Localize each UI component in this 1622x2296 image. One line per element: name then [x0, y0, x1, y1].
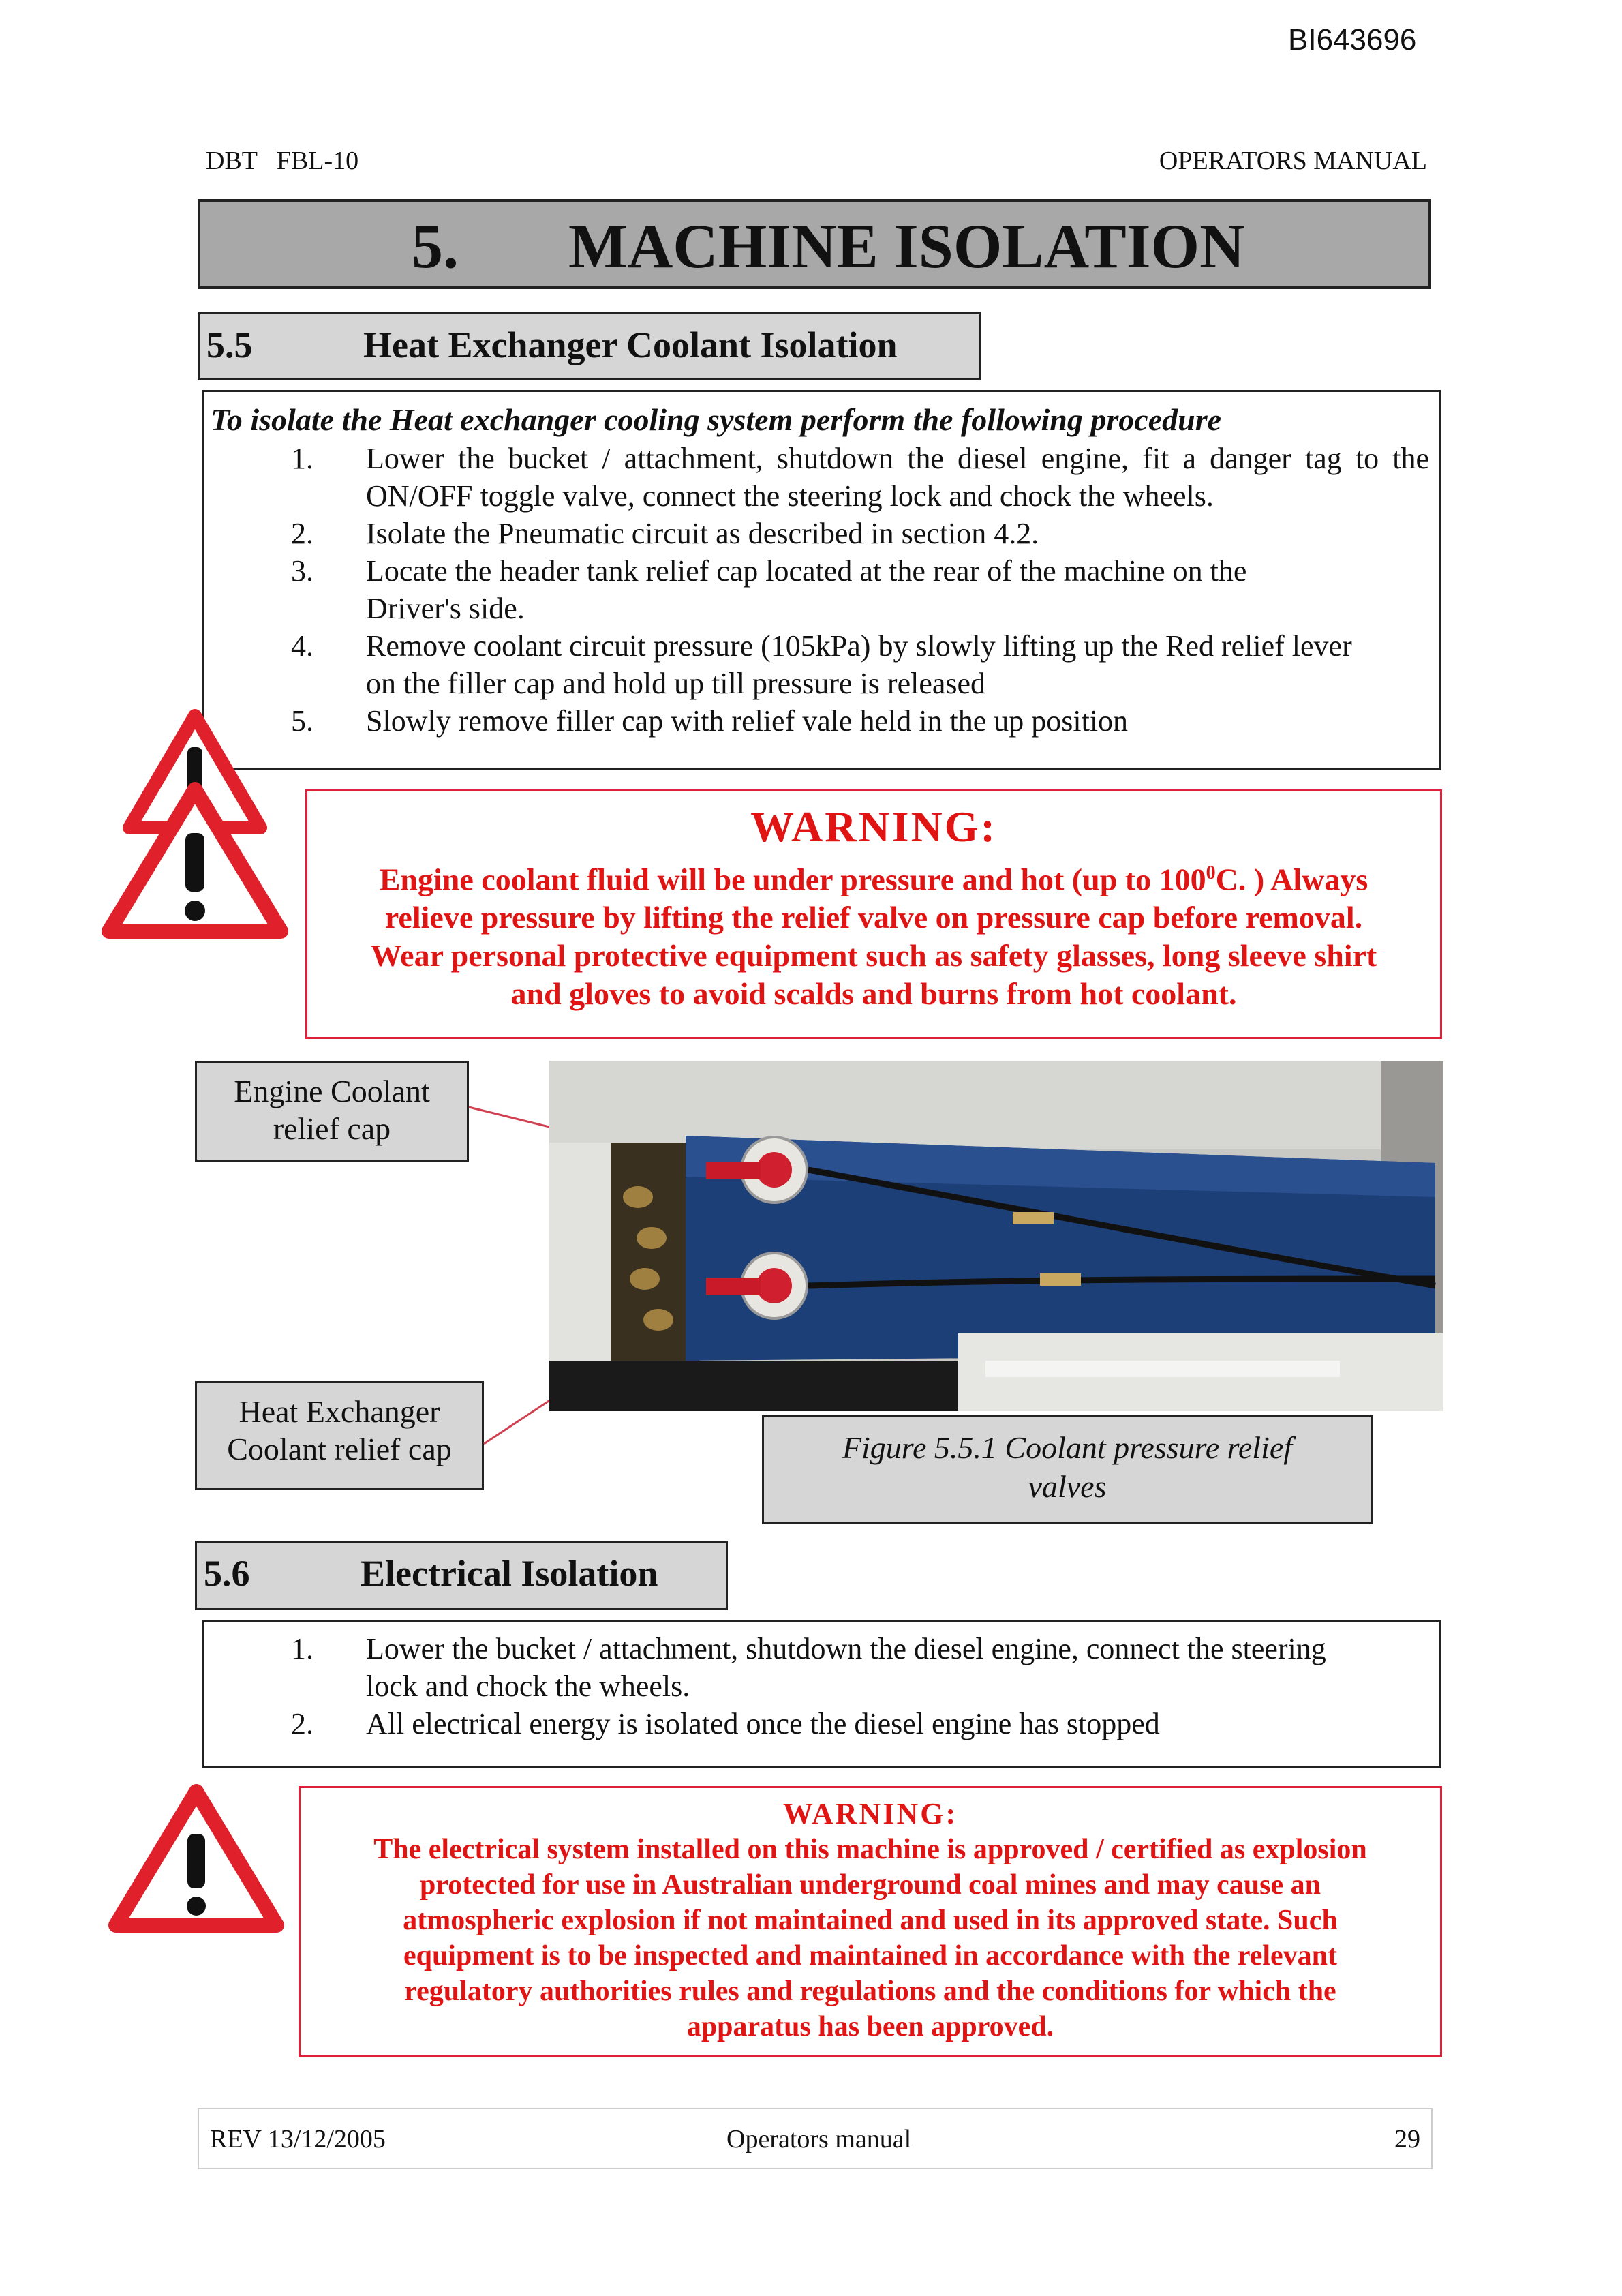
section-title: Electrical Isolation [361, 1553, 658, 1594]
step-text: Remove coolant circuit pressure (105kPa) by slowly lifting up the Red relief lever on the filler cap and hold up till pressure is released [366, 629, 1352, 700]
callout-line: Engine Coolant [234, 1074, 430, 1108]
step-number: 1. [291, 1632, 313, 1665]
step-number: 5. [291, 704, 313, 738]
warning-triangle-icon [106, 1781, 286, 1936]
step-text: All electrical energy is isolated once the diesel engine has stopped [366, 1707, 1160, 1740]
step-number: 3. [291, 554, 313, 588]
step-number: 2. [291, 517, 313, 550]
document-id: BI643696 [1288, 23, 1417, 57]
page-footer [198, 2108, 1433, 2169]
step-number: 1. [291, 442, 313, 475]
section-number: 5.5 [206, 324, 253, 365]
warning-line: and gloves to avoid scalds and burns from hot coolant. [510, 976, 1237, 1012]
page-number: 29 [1394, 2125, 1420, 2154]
coolant-valves-photo [549, 1061, 1443, 1411]
warning-line: regulatory authorities rules and regulations and the conditions for which the [404, 1976, 1336, 2007]
callout-line: relief cap [273, 1111, 391, 1146]
step-text: Isolate the Pneumatic circuit as described in section 4.2. [366, 517, 1039, 550]
warning-line: apparatus has been approved. [686, 2011, 1054, 2042]
warning-line: Wear personal protective equipment such as safety glasses, long sleeve shirt [370, 938, 1377, 973]
step-text: Slowly remove filler cap with relief vale held in the up position [366, 704, 1129, 738]
chapter-title: MACHINE ISOLATION [568, 211, 1245, 281]
step-text: Lower the bucket / attachment, shutdown the diesel engine, fit a danger tag to the ON/OFF toggle valve, connect the steering lock and chock the wheels. [366, 442, 1429, 513]
callout-line: Heat Exchanger [239, 1394, 440, 1429]
section-number: 5.6 [204, 1553, 250, 1594]
step-number: 4. [291, 629, 313, 663]
warning-title: WARNING: [750, 802, 997, 851]
procedure-box-5-6 [202, 1620, 1441, 1768]
step-text: Lower the bucket / attachment, shutdown the diesel engine, connect the steering lock and chock the wheels. [366, 1632, 1326, 1703]
warning-line: protected for use in Australian underground coal mines and may cause an [420, 1869, 1321, 1901]
caption-line: Figure 5.5.1 Coolant pressure relief [842, 1430, 1293, 1465]
warning-line-part: Engine coolant fluid will be under pressure and hot (up to 100 [379, 862, 1206, 897]
warning-box-electrical [299, 1786, 1442, 2057]
warning-line: The electrical system installed on this machine is approved / certified as explosion [373, 1834, 1367, 1865]
warning-line: relieve pressure by lifting the relief valve on pressure cap before removal. [384, 900, 1363, 935]
step-number: 2. [291, 1707, 313, 1740]
warning-line: atmospheric explosion if not maintained and used in its approved state. Such [403, 1905, 1338, 1936]
footer-revision: REV 13/12/2005 [210, 2125, 386, 2154]
warning-line: equipment is to be inspected and maintained in accordance with the relevant [403, 1940, 1338, 1972]
section-heading-5-6 [195, 1541, 728, 1610]
callout-line: Coolant relief cap [227, 1432, 452, 1466]
warning-title: WARNING: [782, 1797, 958, 1830]
step-text: Locate the header tank relief cap located at the rear of the machine on the Driver's side. [366, 554, 1247, 625]
degree-superscript: 0 [1206, 862, 1216, 883]
warning-line-part: C. ) Always [1215, 862, 1368, 897]
chapter-number: 5. [412, 211, 459, 281]
footer-title: Operators manual [726, 2125, 912, 2154]
procedure-intro: To isolate the Heat exchanger cooling system perform the following procedure [211, 402, 1222, 437]
header-left: DBT FBL-10 [206, 147, 359, 175]
header-right: OPERATORS MANUAL [1159, 147, 1427, 175]
figure-caption [762, 1415, 1373, 1524]
section-title: Heat Exchanger Coolant Isolation [363, 324, 898, 365]
caption-line: valves [1028, 1469, 1107, 1504]
warning-text [301, 1832, 1440, 2044]
